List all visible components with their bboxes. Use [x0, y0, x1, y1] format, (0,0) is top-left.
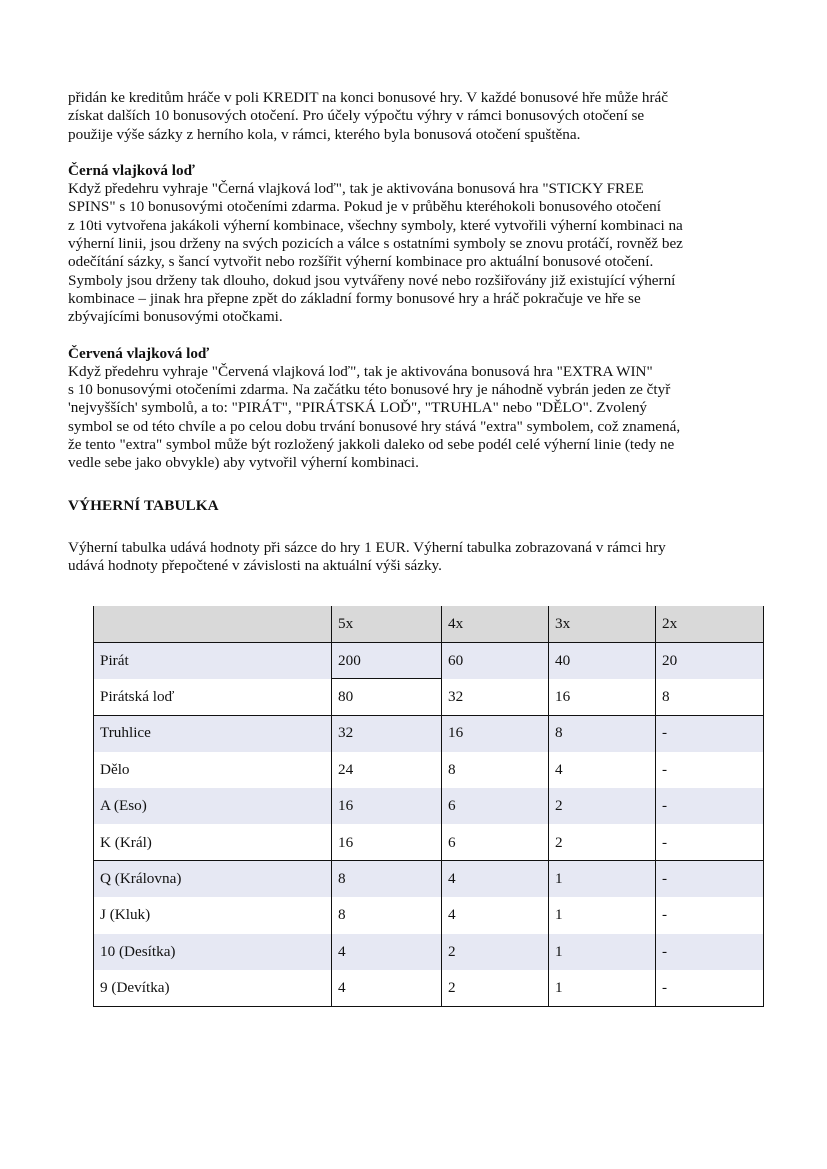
column-header-5x: 5x [332, 606, 442, 642]
payout-3x-cell: 1 [549, 897, 656, 933]
symbol-cell: 10 (Desítka) [94, 934, 332, 970]
payout-5x-cell: 8 [332, 897, 442, 933]
payout-2x-cell: - [656, 788, 764, 824]
table-row [94, 679, 764, 715]
symbol-cell: Truhlice [94, 715, 332, 751]
symbol-cell: A (Eso) [94, 788, 332, 824]
payout-3x-cell: 1 [549, 861, 656, 897]
text-line: 'nejvyšších' symbolů, a to: "PIRÁT", "PIRÁTSKÁ LOĎ", "TRUHLA" nebo "DĚLO". Zvolený [68, 399, 648, 417]
intro-paragraph [68, 89, 768, 144]
payout-4x-cell: 2 [442, 970, 549, 1006]
payout-4x-cell: 32 [442, 679, 549, 715]
text-line: SPINS" s 10 bonusovými otočeními zdarma. Pokud je v průběhu kteréhokoli bonusového otočení [68, 198, 661, 216]
payout-2x-cell: - [656, 934, 764, 970]
table-row [94, 934, 764, 970]
text-line: získat dalších 10 bonusových otočení. Pro účely výpočtu výhry v rámci bonusových otočení se [68, 107, 645, 125]
payout-2x-cell: - [656, 861, 764, 897]
symbol-cell: Pirát [94, 642, 332, 678]
payout-2x-cell: 8 [656, 679, 764, 715]
payout-2x-cell: - [656, 752, 764, 788]
text-line: výherní linii, jsou drženy na svých pozicích a válce s ostatními symboly se znovu protáčí, rovněž bez [68, 235, 683, 253]
payout-4x-cell: 16 [442, 715, 549, 751]
text-line: udává hodnoty přepočtené v závislosti na aktuální výši sázky. [68, 557, 442, 575]
payout-5x-cell: 4 [332, 970, 442, 1006]
payout-5x-cell: 16 [332, 824, 442, 860]
table-row [94, 752, 764, 788]
payout-4x-cell: 6 [442, 788, 549, 824]
payout-5x-cell: 24 [332, 752, 442, 788]
payout-3x-cell: 1 [549, 970, 656, 1006]
black-flagship-paragraph [68, 180, 768, 326]
text-line: odečítání sázky, s šancí vytvořit nebo rozšířit výherní kombinace pro aktuální bonusové otočení. [68, 253, 654, 271]
payout-2x-cell: - [656, 897, 764, 933]
paytable-section-title: VÝHERNÍ TABULKA [68, 496, 219, 514]
red-flagship-heading: Červená vlajková loď [68, 344, 210, 362]
payout-2x-cell: 20 [656, 642, 764, 678]
payout-5x-cell: 32 [332, 715, 442, 751]
payout-4x-cell: 2 [442, 934, 549, 970]
payout-4x-cell: 60 [442, 642, 549, 678]
paytable [93, 606, 764, 1007]
symbol-cell: K (Král) [94, 824, 332, 860]
payout-5x-cell: 8 [332, 861, 442, 897]
text-line: použije výše sázky z herního kola, v rámci, kterého byla bonusová otočení spuštěna. [68, 125, 581, 143]
table-row [94, 788, 764, 824]
paytable-header-row [94, 606, 764, 642]
table-row [94, 897, 764, 933]
payout-4x-cell: 8 [442, 752, 549, 788]
table-row [94, 970, 764, 1006]
payout-3x-cell: 2 [549, 824, 656, 860]
text-line: přidán ke kreditům hráče v poli KREDIT na konci bonusové hry. V každé bonusové hře může hráč [68, 89, 669, 106]
table-row [94, 715, 764, 751]
text-line: zbývajícími bonusovými otočkami. [68, 308, 283, 326]
text-line: Když předehru vyhraje "Červená vlajková loď", tak je aktivována bonusová hra "EXTRA WIN" [68, 362, 653, 380]
payout-2x-cell: - [656, 824, 764, 860]
symbol-cell: Dělo [94, 752, 332, 788]
table-row [94, 642, 764, 678]
payout-5x-cell: 200 [332, 642, 442, 678]
text-line: že tento "extra" symbol může být rozložený jakkoli daleko od sebe podél celé výherní linie (tedy ne [68, 436, 675, 454]
column-header-symbol [94, 606, 332, 642]
payout-3x-cell: 8 [549, 715, 656, 751]
table-row [94, 861, 764, 897]
column-header-2x: 2x [656, 606, 764, 642]
column-header-3x: 3x [549, 606, 656, 642]
payout-4x-cell: 6 [442, 824, 549, 860]
document-page [68, 89, 768, 576]
payout-5x-cell: 4 [332, 934, 442, 970]
payout-3x-cell: 2 [549, 788, 656, 824]
text-line: Když předehru vyhraje "Černá vlajková loď", tak je aktivována bonusová hra "STICKY FREE [68, 180, 644, 198]
payout-2x-cell: - [656, 715, 764, 751]
symbol-cell: Pirátská loď [94, 679, 332, 715]
text-line: vedle sebe jako obvykle) aby vytvořil výherní kombinaci. [68, 454, 419, 472]
payout-4x-cell: 4 [442, 861, 549, 897]
payout-3x-cell: 1 [549, 934, 656, 970]
text-line: symbol se od této chvíle a po celou dobu trvání bonusové hry stává "extra" symbolem, což znamená, [68, 417, 681, 435]
symbol-cell: 9 (Devítka) [94, 970, 332, 1006]
text-line: kombinace – jinak hra přepne zpět do základní formy bonusové hry a hráč pokračuje ve hře se [68, 289, 641, 307]
payout-4x-cell: 4 [442, 897, 549, 933]
symbol-cell: Q (Královna) [94, 861, 332, 897]
payout-5x-cell: 16 [332, 788, 442, 824]
payout-5x-cell: 80 [332, 679, 442, 715]
payout-2x-cell: - [656, 970, 764, 1006]
payout-3x-cell: 16 [549, 679, 656, 715]
payout-3x-cell: 4 [549, 752, 656, 788]
paytable-description [68, 539, 768, 576]
text-line: z 10ti vytvořena jakákoli výherní kombinace, všechny symboly, které vytvořili výherní kombinaci na [68, 216, 683, 234]
column-header-4x: 4x [442, 606, 549, 642]
text-line: Výherní tabulka udává hodnoty při sázce do hry 1 EUR. Výherní tabulka zobrazovaná v rámci hry [68, 538, 666, 556]
payout-3x-cell: 40 [549, 642, 656, 678]
text-line: Symboly jsou drženy tak dlouho, dokud jsou vytvářeny nové nebo rozšiřovány již existující výherní [68, 271, 676, 289]
red-flagship-paragraph [68, 363, 768, 473]
symbol-cell: J (Kluk) [94, 897, 332, 933]
black-flagship-heading: Černá vlajková loď [68, 161, 195, 179]
text-line: s 10 bonusovými otočeními zdarma. Na začátku této bonusové hry je náhodně vybrán jeden ze čtyř [68, 381, 671, 399]
table-row [94, 824, 764, 860]
